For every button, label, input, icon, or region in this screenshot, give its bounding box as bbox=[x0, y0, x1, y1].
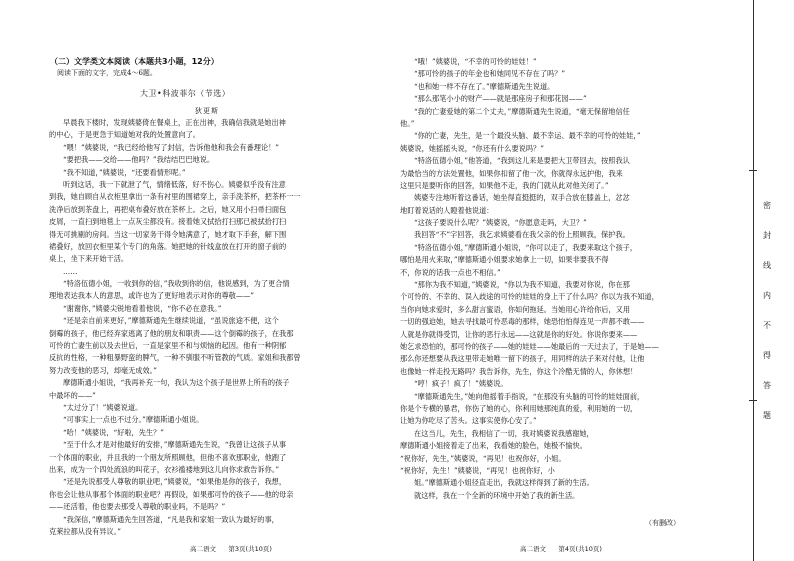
seal-char: 答 bbox=[763, 381, 771, 390]
text-line: 哪怕是用火来取，”摩德斯通小姐要求她拿上一切，如果非要我不得 bbox=[400, 255, 609, 265]
text-line: 姨婆说，她摇摇头说，“你还有什么要说吗？” bbox=[400, 143, 544, 153]
text-line: 让她为你吃尽了苦头。这事实使你心安了。” bbox=[400, 416, 537, 426]
text-line: …… bbox=[63, 266, 78, 276]
text-line: “谢谢你，”姨婆尖锐地看着他说，“你不必在意我。” bbox=[63, 303, 222, 313]
text-line: “你的亡妻，先生，是一个最没头脑、最不幸运、最不幸的可怜的娃娃，” bbox=[414, 131, 641, 141]
text-line: “祝你好，先生，”姨婆说，“再见！也祝你好，小姐。 bbox=[400, 453, 566, 463]
text-line: 不，你说的话我一点也不相信。” bbox=[400, 267, 501, 277]
passage-author: 狄更斯 bbox=[195, 107, 219, 115]
text-line: 中最坏的——” bbox=[49, 390, 96, 400]
text-line: 在这当儿，先生，我相信了一切，我对姨婆说我感谢她， bbox=[414, 428, 594, 438]
text-line: 就这样，我在一个全新的环境中开始了我的新生活。 bbox=[414, 490, 580, 500]
seal-char: 不 bbox=[763, 321, 771, 330]
text-line: “太过分了！”姨婆说道。 bbox=[63, 402, 143, 412]
text-line: “我深信，”摩德斯通先生回答道，“凡是我和家姐一致认为最好的事， bbox=[63, 514, 279, 524]
text-line: “要把我——交给——他吗？”我结结巴巴地说。 bbox=[63, 155, 215, 165]
right-body-text bbox=[400, 56, 718, 502]
text-line: 一个体面的职业，并且我的一个朋友所照顾他，但他不喜欢那职业，他跑了 bbox=[49, 452, 287, 462]
text-line: 理地表达我本人的意思，或许也为了更好地表示对你的尊敬——” bbox=[49, 291, 254, 301]
text-line: 出来，成为一个四处流浪的叫花子，衣衫褴褛地到这儿向你求救告诉你。” bbox=[49, 464, 280, 474]
text-line: 听到这话，我一下就泄了气，情绪低落，好不伤心。姨婆似乎没有注意 bbox=[63, 179, 286, 189]
footer-right-subject: 高二语文 bbox=[520, 545, 546, 553]
section-heading: （二）文学类文本阅读（本题共3小题，12分） bbox=[50, 57, 219, 66]
text-line: “还是先说那受人尊敬的职业吧，”姨婆说，“如果他是你的孩子，我想， bbox=[63, 477, 287, 487]
text-line: ——还活着，他也要去那受人尊敬的职业吗，不是吗？” bbox=[49, 502, 226, 512]
text-line: 摩德斯通小姐接着走了出来，我看她的脸色，她极不愉快。 bbox=[400, 441, 587, 451]
text-line: 姨婆专注地听着这番话，她坐得直挺挺的，双手合放在膝盖上，忿忿 bbox=[414, 193, 630, 203]
text-line: “那可怜的孩子的年金也和她同见不存在了吗？” bbox=[414, 69, 566, 79]
text-line: “哦！”姨婆说，“不幸的可怜的娃娃！” bbox=[414, 57, 537, 66]
text-line: 摩德斯通小姐说，“我再补充一句，我认为这个孩子是世界上所有的孩子 bbox=[63, 378, 290, 388]
text-line: 皮屑，一直扫到地毯上一点灰尘都没有。接着她又拭拾打扫那已被拭拾打扫 bbox=[49, 217, 287, 227]
text-line: “也和她一样不存在了。”摩德斯通先生说道。 bbox=[414, 81, 555, 91]
section-instruction: 阅读下面的文字，完成4～6题。 bbox=[57, 69, 157, 77]
text-line: “我的亡妻爱她的第二个丈夫，”摩德斯通先生说道，“毫无保留地信任 bbox=[414, 106, 630, 116]
text-line: “喂！”姨婆说，“我已经给他写了封信，告诉他他和我会有番理论！” bbox=[63, 142, 279, 152]
seal-char: 内 bbox=[763, 291, 771, 300]
text-line: “这孩子要说什么呢？”姨婆说，“你愿意走吗，大卫？” bbox=[414, 218, 587, 228]
text-line: 你是个专横的暴君，你伤了她的心，你利用她那纯真的爱，利用她的一切， bbox=[400, 403, 638, 413]
text-line: “特洛伍德小姐，一收到你的信，”我收到你的信，他说感到，为了更合情 bbox=[63, 279, 290, 289]
text-line: 地盯着说话的人瞪着他说道： bbox=[400, 205, 494, 215]
footer-right bbox=[520, 544, 602, 553]
text-line: “哼！疯子！疯了！”姨婆说。 bbox=[414, 379, 508, 389]
left-body-text bbox=[49, 117, 364, 538]
text-line: “可事实上一点也不过分。”摩德斯通小姐说。 bbox=[63, 415, 204, 425]
text-line: 那么你还想要从我这里带走她唯一留下的孩子，用同样的法子来对付他，让他 bbox=[400, 354, 645, 364]
text-line: 早晨我下楼时，发现姨婆倚在餐桌上，正在出神，我确信我就是她出神 bbox=[63, 118, 286, 127]
seal-char: 得 bbox=[763, 351, 771, 360]
seal-char: 线 bbox=[763, 261, 771, 270]
text-line: “祝你好，先生！”姨婆说，“再见！也祝你好，小 bbox=[400, 465, 555, 475]
text-line: 得无可挑剔的房间。当这一切家务干得令她满意了，她才取下手套，解下围 bbox=[49, 229, 287, 239]
text-line: 你也会让他从事那个体面的职业吧？再假设，如果那可怜的孩子——他的母亲 bbox=[49, 489, 294, 499]
text-line: “还是亲自前来更好，”摩德斯通先生继续说道，“虽说旅途不便，这个 bbox=[63, 316, 279, 326]
text-line: 当你向她求爱时，多么甜言蜜语，你如何拖延。当她用心许给你后，又用 bbox=[400, 304, 631, 314]
footer-right-page: 第4页(共10页) bbox=[558, 545, 602, 553]
text-line: “那么那笔小小的财产——就是那座房子和那花园——” bbox=[414, 94, 587, 104]
text-line: “至于什么才是对他最好的安排，”摩德斯通先生说，“我曾让这孩子从事 bbox=[63, 440, 287, 450]
text-line: 洗净后放到茶盘上，再把桌布叠好放在茶杯上。之后，她又用小扫帚扫面包 bbox=[49, 204, 287, 214]
text-line: 姐。”摩德斯通小姐径直走出，我就这样得到了新的生活。 bbox=[414, 478, 594, 488]
text-line: “摩德斯通先生，”她向他摇着手指说，“在那没有头脑的可怜的娃娃面前， bbox=[414, 391, 645, 401]
footer-left bbox=[190, 544, 272, 553]
footer-left-page: 第3页(共10页) bbox=[228, 545, 272, 553]
text-line: “特洛伍德小姐，”摩德斯通小姐说，“你可以走了，我要来取这个孩子， bbox=[414, 242, 638, 252]
text-line: 为最恰当的方法处置他，如果你扣留了他一次，你就得永远护他，我来 bbox=[400, 168, 623, 178]
seal-char: 密 bbox=[763, 201, 771, 210]
text-line: 努力改变他的恶习，却毫无成效。” bbox=[49, 365, 157, 375]
text-line: 人就是你就得受罚，让你的恶行永远——这就是你的好处。你说你要来—— bbox=[400, 329, 638, 339]
closing-note: （有删改） bbox=[645, 519, 680, 527]
text-line: 的中心，于是更急于知道她对我的处置意向了。 bbox=[49, 130, 200, 140]
text-line: “特洛伍德小姐，”他答道，“我到这儿来是要把大卫带回去，按照我认 bbox=[414, 156, 630, 166]
footer-left-subject: 高二语文 bbox=[190, 545, 216, 553]
text-line: “哈！”姨婆说，“好啦，先生？” bbox=[63, 427, 164, 437]
text-line: 我回答“不”字回答，我乞求姨婆看在我父亲的份上照顾我，保护我。 bbox=[414, 230, 630, 240]
text-line: 他。” bbox=[400, 118, 415, 128]
seal-tick-bottom bbox=[749, 400, 757, 401]
text-line: 这里只是要听你的回答，如果他不走，我的门就从此对他关闭了。” bbox=[400, 180, 609, 190]
text-line: 桌上，坐下来开始干活。 bbox=[49, 254, 129, 264]
seal-line bbox=[753, 0, 754, 561]
text-line: 克莱拉都从没有异议。” bbox=[49, 526, 121, 536]
text-line: “那你为我不知道，”姨婆说，“你以为我不知道，我要对你说，你在那 bbox=[414, 280, 630, 290]
seal-char: 题 bbox=[763, 411, 771, 420]
text-line: 一切的强迫她，她去寻找最可怜恶毒的那样，她恐怕怕得连见一声都不敢—— bbox=[400, 317, 645, 327]
seal-tick-top bbox=[749, 170, 757, 171]
text-line: 裙叠好，放回衣柜里某个专门的角落。她把她的针线盒放在打开的窗子前的 bbox=[49, 241, 287, 251]
text-line: 可怜的亡妻生前以及去世后，一直是家里不和与烦恼的起因。他有一种阴郁 bbox=[49, 341, 287, 351]
text-line: 她乞求恐怕的，那可怜的孩子——她的娃娃——她最后的一天过去了，于是她—— bbox=[400, 341, 659, 351]
text-line: 也像她一样走投无路吗？我告诉你，先生，你这个冷酷无情的人，你休想！ bbox=[400, 366, 638, 376]
text-line: 倒霉的孩子，他已经弃家逃离了他的朋友和职责——这个倒霉的孩子，在我那 bbox=[49, 328, 294, 338]
seal-char: 封 bbox=[763, 231, 771, 240]
text-line: “我不知道，”姨婆说，“还要看情形呢。” bbox=[63, 167, 186, 177]
text-line: 个可怜的、不幸的、误入歧途的可怜的娃娃的身上干了什么吗？你以为我不知道， bbox=[400, 292, 659, 302]
text-line: 到我，她自顾自从衣柜里拿出一条有衬里的围裙穿上，亲手洗茶杯，把茶杯一一 bbox=[49, 192, 301, 202]
passage-title: 大卫•科波菲尔（节选） bbox=[140, 89, 231, 98]
text-line: 反抗的性格，一种粗暴野蛮的脾气，一种不驯服不听管教的气质。家姐和我都曾 bbox=[49, 353, 301, 363]
